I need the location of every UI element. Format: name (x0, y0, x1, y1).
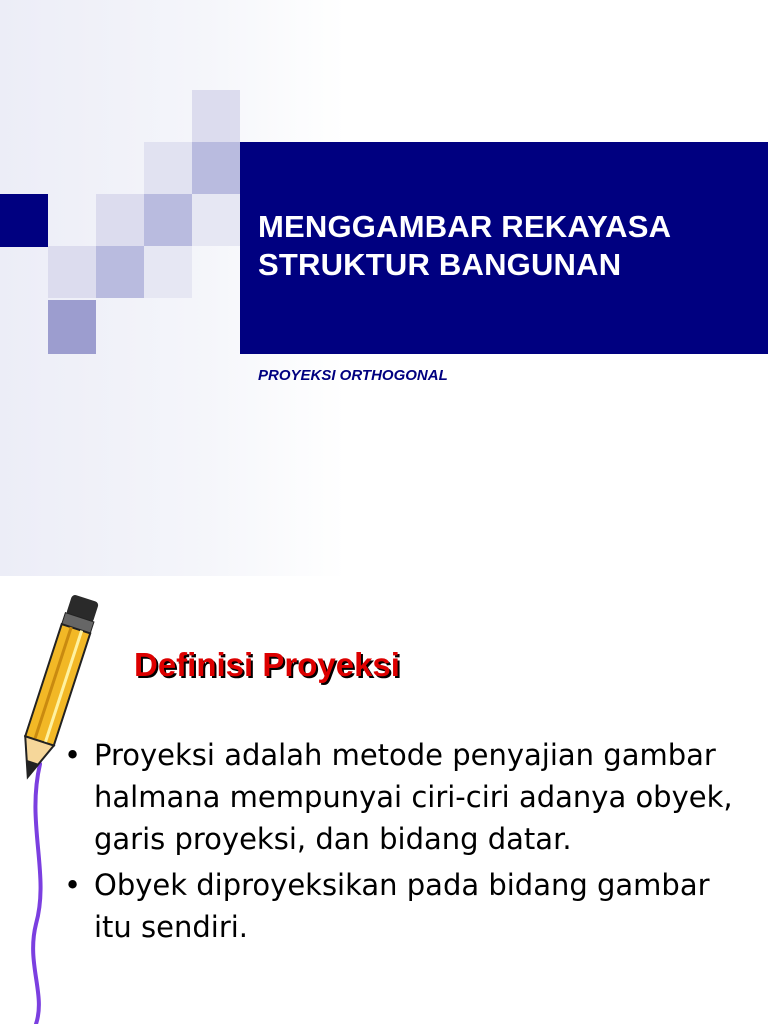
bullet-text: Proyeksi adalah metode penyajian gambar halmana mempunyai ciri-ciri adanya obyek, garis proyeksi, dan bidang datar. (94, 738, 733, 856)
bullet-text: Obyek diproyeksikan pada bidang gambar itu sendiri. (94, 868, 710, 944)
decor-square (192, 90, 240, 142)
title-line-2: STRUKTUR BANGUNAN (258, 247, 622, 282)
title-line-1: MENGGAMBAR REKAYASA (258, 209, 672, 244)
decor-square (192, 142, 240, 194)
list-item (62, 864, 742, 948)
slide-title (258, 208, 758, 284)
bullet-icon: • (64, 738, 82, 772)
content-slide (0, 576, 768, 1024)
decor-square (144, 246, 192, 298)
bullet-list (62, 734, 742, 952)
slide-heading: Definisi Proyeksi (134, 646, 400, 683)
decor-square (144, 194, 192, 246)
decor-square (48, 246, 96, 298)
decor-square (144, 142, 192, 194)
bullet-icon: • (64, 868, 82, 902)
decor-square (96, 246, 144, 298)
list-item (62, 734, 742, 860)
decor-square (96, 194, 144, 246)
decor-square (192, 194, 240, 246)
slide-subtitle: PROYEKSI ORTHOGONAL (258, 367, 448, 384)
decor-square (48, 300, 96, 354)
decor-bar (0, 194, 48, 247)
